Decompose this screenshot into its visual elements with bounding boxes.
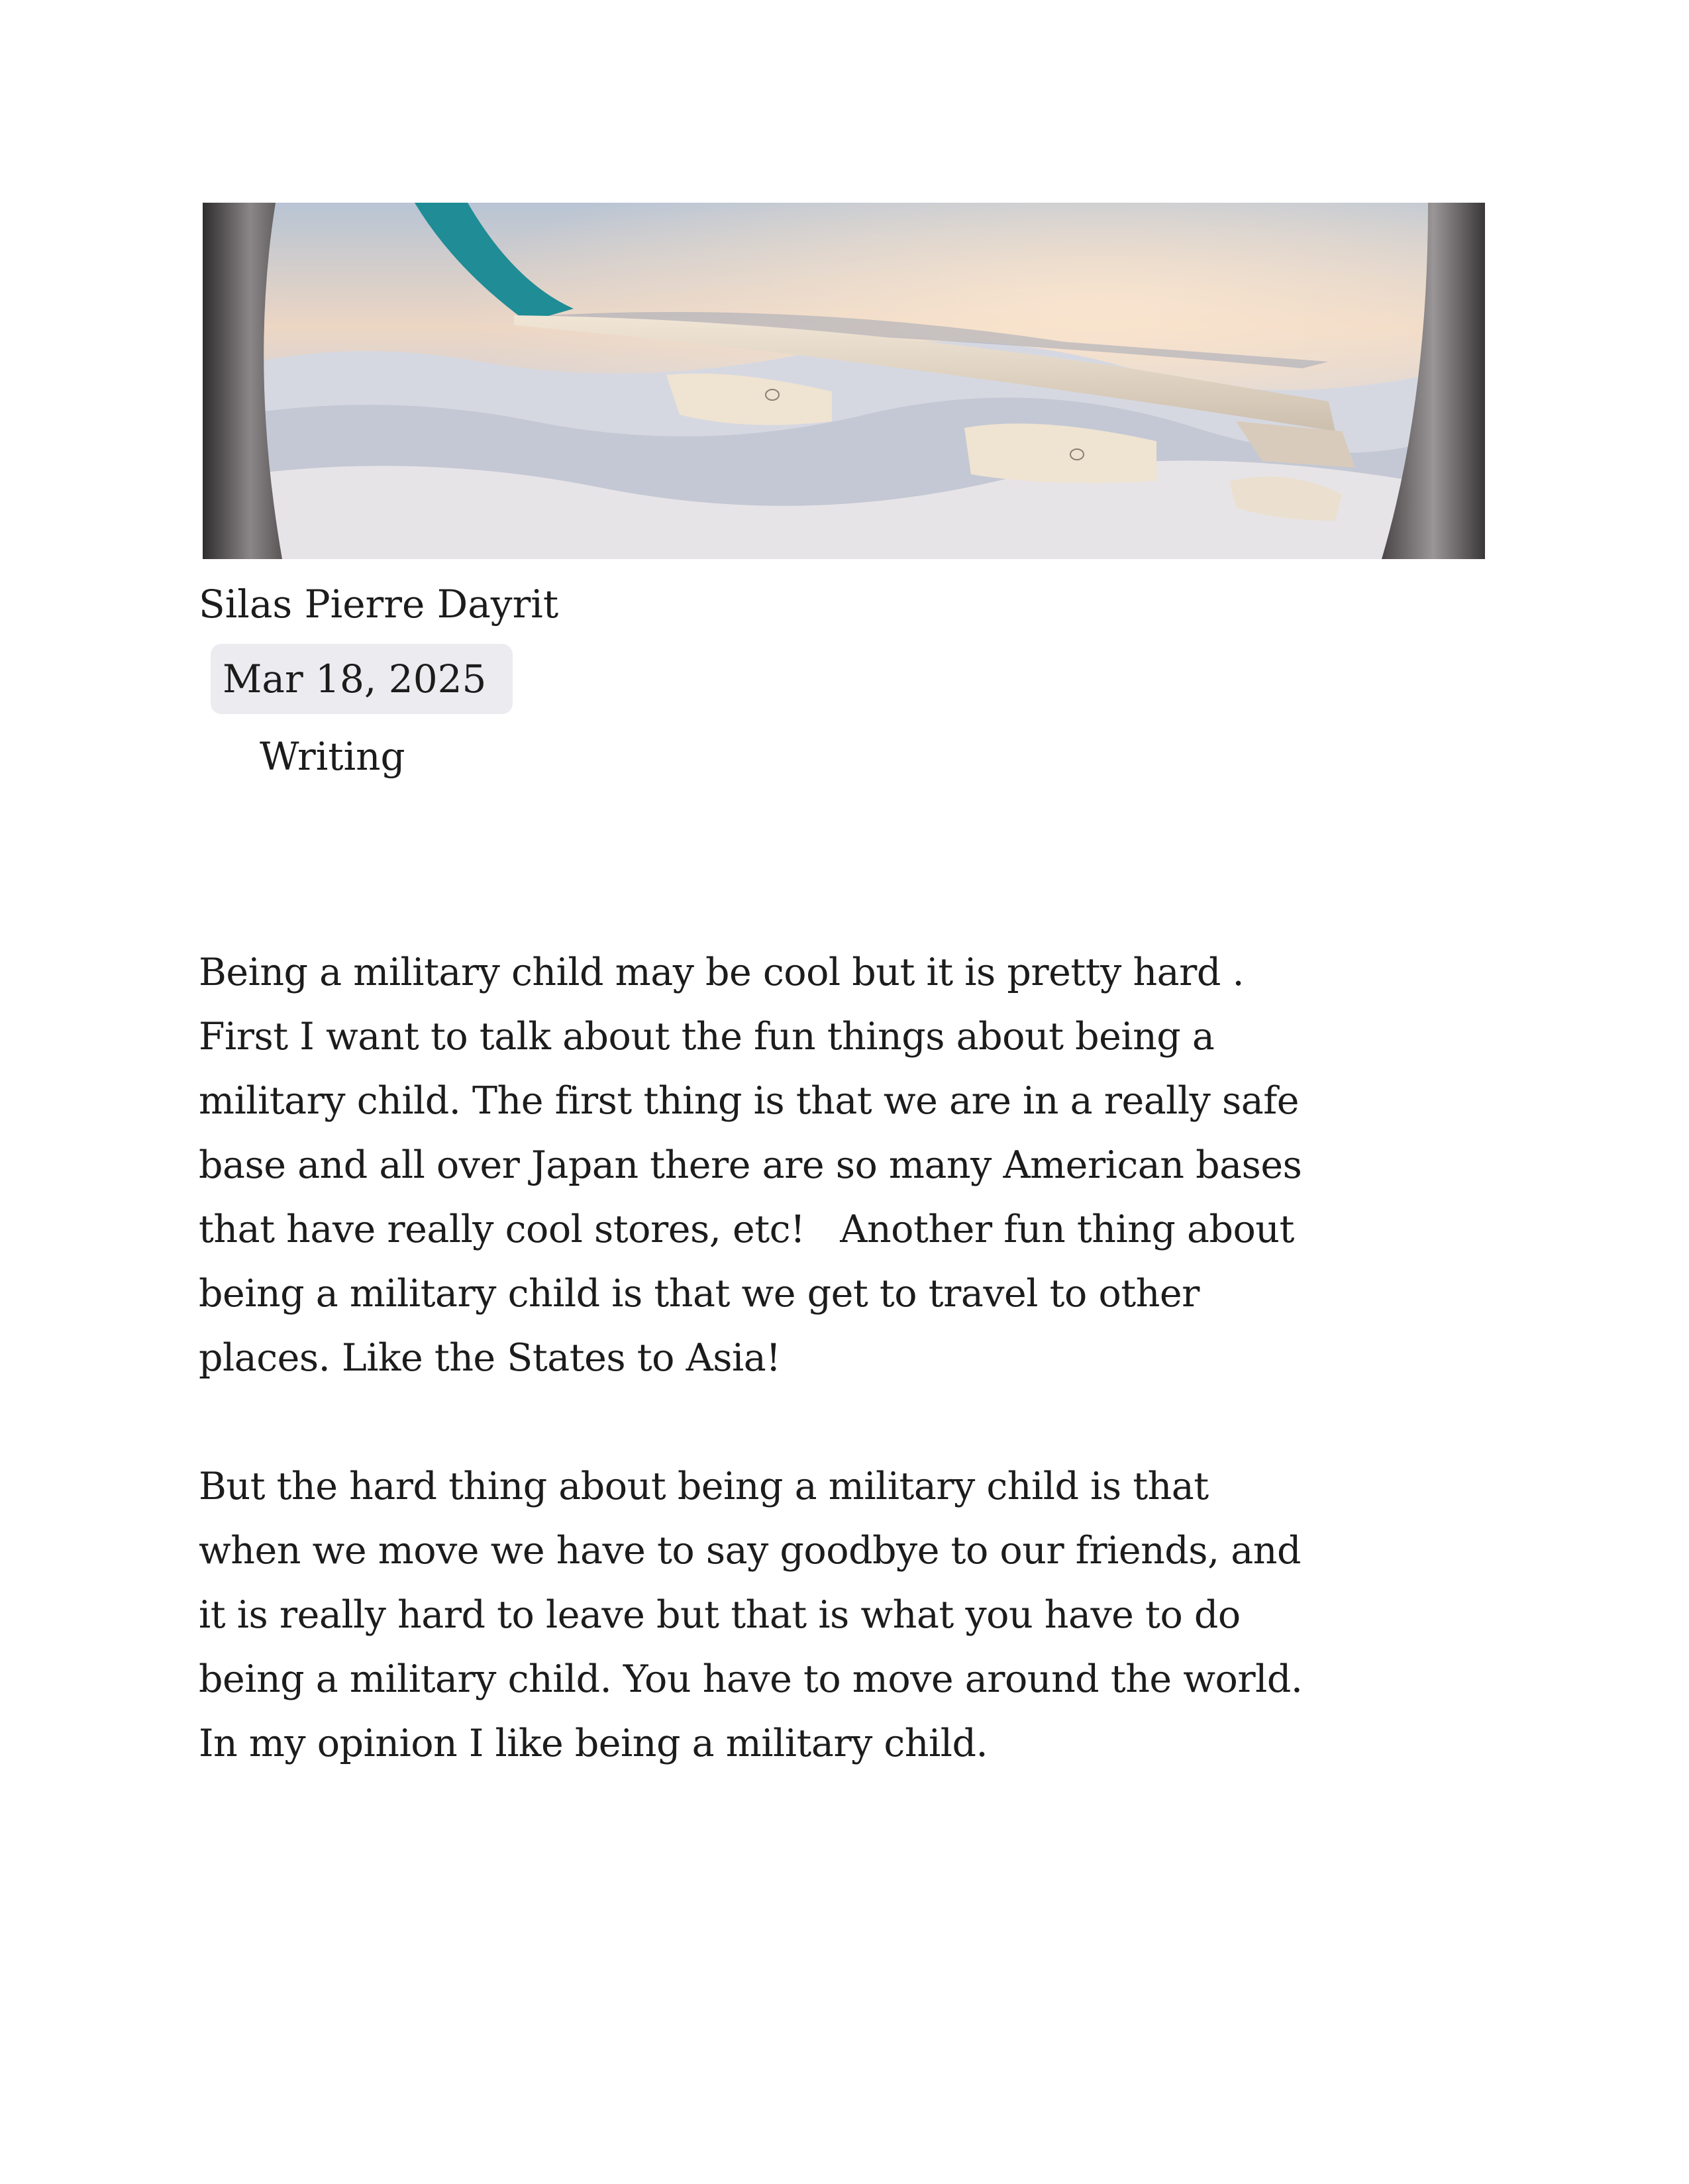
post-date: Mar 18, 2025 <box>223 656 487 702</box>
airplane-window-wing-icon <box>203 203 1485 559</box>
post-body <box>199 941 1497 1840</box>
body-paragraph-2: But the hard thing about being a military child is that when we move we have to say goodbye to our friends, and it is really hard to leave but that is what you have to do being a military child. You have to move around the world. In my opinion I like being a military child. <box>199 1465 1303 1765</box>
post-category: Writing <box>260 734 405 779</box>
author-name: Silas Pierre Dayrit <box>199 582 559 627</box>
post-date-badge <box>211 644 513 714</box>
banner-image <box>203 203 1485 559</box>
body-paragraph-1: Being a military child may be cool but it is pretty hard . First I want to talk about the fun things about being a military child. The first thing is that we are in a really safe base and all over Japan there are so many American bases that have really cool stores, etc! Another fun thing about being a military child is that we get to travel to other places. Like the States to Asia! <box>199 951 1302 1380</box>
